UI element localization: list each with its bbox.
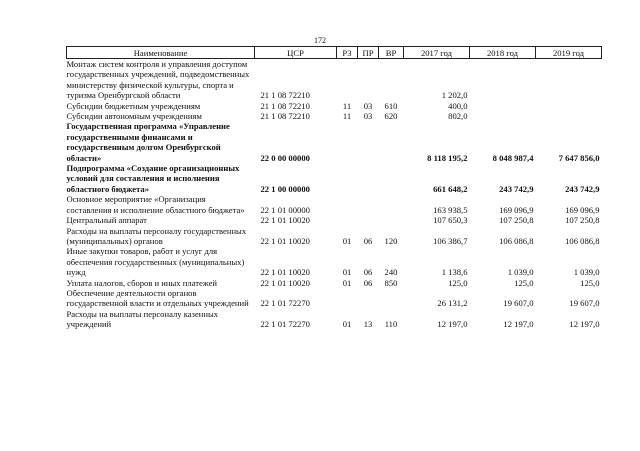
cell-name: Подпрограмма «Создание организационных условий для составления и исполнения областного бюджета» <box>66 163 240 194</box>
cell-csr: 22 1 01 10020 <box>260 267 310 278</box>
cell-2017: 802,0 <box>448 111 468 122</box>
cell-name: Монтаж систем контроля и управления доступом государственных учреждений, подведомственных министерству физической культуры, спорта и туризма Оренбургской области <box>66 59 250 101</box>
cell-pr: 06 <box>363 267 373 278</box>
cell-2018: 1 039,0 <box>507 267 534 278</box>
cell-pr <box>358 163 379 194</box>
cell-name: Центральный аппарат <box>66 215 147 226</box>
cell-rz: 11 <box>342 111 352 122</box>
cell-2018 <box>470 59 536 101</box>
cell-csr: 22 1 01 10020 <box>260 235 310 246</box>
cell-vr <box>379 215 404 225</box>
cell-rz <box>337 59 358 101</box>
cell-csr: 22 1 01 00000 <box>260 204 310 215</box>
cell-rz: 01 <box>342 277 352 288</box>
cell-rz: 01 <box>342 267 352 278</box>
cell-pr <box>358 288 379 309</box>
cell-name: Обеспечение деятельности органов государственной власти и отдельных учреждений <box>66 287 249 309</box>
cell-rz <box>337 163 358 194</box>
header-2018: 2018 год <box>470 47 536 59</box>
cell-name: Основное мероприятие «Организация составления и исполнение областного бюджета» <box>66 194 245 215</box>
cell-pr: 13 <box>363 319 373 330</box>
table-row <box>67 111 602 121</box>
header-2019: 2019 год <box>536 47 602 59</box>
header-2017: 2017 год <box>404 47 470 59</box>
cell-pr <box>358 194 379 215</box>
table-row <box>67 288 602 309</box>
cell-2017: 107 650,3 <box>433 215 468 226</box>
cell-pr: 06 <box>363 277 373 288</box>
cell-vr: 610 <box>384 100 398 111</box>
cell-vr <box>379 288 404 309</box>
table-row <box>67 246 602 277</box>
cell-csr: 22 1 00 00000 <box>260 183 310 194</box>
cell-2019: 19 607,0 <box>569 298 600 309</box>
cell-2018: 169 096,9 <box>499 204 534 215</box>
cell-rz <box>337 288 358 309</box>
cell-vr <box>379 163 404 194</box>
table-row <box>67 194 602 215</box>
cell-2019 <box>536 101 602 111</box>
cell-csr: 22 1 01 10020 <box>260 215 310 226</box>
cell-csr: 21 1 08 72210 <box>260 100 310 111</box>
cell-vr: 110 <box>384 319 398 330</box>
cell-pr <box>358 59 379 101</box>
table-row <box>67 59 602 101</box>
cell-2019 <box>536 59 602 101</box>
cell-rz <box>337 215 358 225</box>
cell-2019: 125,0 <box>580 277 600 288</box>
cell-csr: 22 1 01 10020 <box>260 277 310 288</box>
cell-2019: 1 039,0 <box>573 267 600 278</box>
cell-2018: 243 742,9 <box>499 183 534 194</box>
cell-2017: 106 386,7 <box>433 235 468 246</box>
cell-vr: 850 <box>384 277 398 288</box>
cell-vr <box>379 194 404 215</box>
cell-2017: 163 938,5 <box>433 204 468 215</box>
cell-2017: 400,0 <box>448 100 468 111</box>
cell-csr: 22 1 01 72270 <box>260 319 310 330</box>
cell-2018 <box>470 101 536 111</box>
table-body <box>67 59 602 330</box>
cell-vr <box>379 121 404 163</box>
cell-csr: 21 1 08 72210 <box>260 90 310 101</box>
table-row <box>67 215 602 225</box>
cell-2018 <box>470 111 536 121</box>
cell-2019 <box>536 111 602 121</box>
cell-name: Субсидии автономным учреждениям <box>66 111 202 122</box>
cell-2018: 12 197,0 <box>503 319 534 330</box>
table-header <box>67 47 602 59</box>
table-row <box>67 121 602 163</box>
cell-name: Расходы на выплаты персоналу государственных (муниципальных) органов <box>66 225 247 246</box>
cell-2019: 169 096,9 <box>565 204 600 215</box>
header-name: Наименование <box>67 47 255 59</box>
cell-pr <box>358 215 379 225</box>
cell-pr: 06 <box>363 235 373 246</box>
cell-2019: 106 086,8 <box>565 235 600 246</box>
cell-pr: 03 <box>363 111 373 122</box>
page-number: 172 <box>314 36 326 45</box>
cell-name: Уплата налогов, сборов и иных платежей <box>66 277 218 288</box>
cell-csr: 22 0 00 00000 <box>260 152 310 163</box>
cell-rz: 11 <box>342 100 352 111</box>
table-row <box>67 101 602 111</box>
cell-pr: 03 <box>363 100 373 111</box>
cell-2018: 106 086,8 <box>499 235 534 246</box>
cell-2017: 8 118 195,2 <box>427 152 468 163</box>
cell-rz <box>337 194 358 215</box>
cell-name: Субсидии бюджетным учреждениям <box>66 100 201 111</box>
cell-2018: 19 607,0 <box>503 298 534 309</box>
cell-2018: 8 048 987,4 <box>492 152 534 163</box>
cell-rz <box>337 121 358 163</box>
table-row <box>67 226 602 247</box>
cell-vr <box>379 59 404 101</box>
cell-2018: 125,0 <box>514 277 534 288</box>
table-row <box>67 278 602 288</box>
cell-2019: 7 647 856,0 <box>558 152 600 163</box>
cell-csr: 22 1 01 72270 <box>260 298 310 309</box>
cell-2017: 12 197,0 <box>437 319 468 330</box>
cell-2018: 107 250,8 <box>499 215 534 226</box>
header-csr: ЦСР <box>255 47 337 59</box>
budget-table <box>66 46 602 330</box>
cell-vr: 620 <box>384 111 398 122</box>
header-vr: ВР <box>379 47 404 59</box>
cell-name: Иные закупки товаров, работ и услуг для обеспечения государственных (муниципальных) нужд <box>66 246 245 278</box>
cell-2017: 661 648,2 <box>433 183 468 194</box>
table-row <box>67 309 602 330</box>
cell-vr: 120 <box>384 235 398 246</box>
cell-vr: 240 <box>384 267 398 278</box>
cell-2017: 1 138,6 <box>441 267 468 278</box>
cell-2019: 243 742,9 <box>565 183 600 194</box>
cell-rz: 01 <box>342 319 352 330</box>
header-pr: ПР <box>358 47 379 59</box>
header-rz: РЗ <box>337 47 358 59</box>
table-row <box>67 163 602 194</box>
cell-pr <box>358 121 379 163</box>
cell-2019: 107 250,8 <box>565 215 600 226</box>
cell-csr: 21 1 08 72210 <box>260 111 310 122</box>
cell-rz: 01 <box>342 235 352 246</box>
cell-name: Государственная программа «Управление государственными финансами и государственным долгом Оренбургской области» <box>66 121 230 163</box>
cell-2017: 26 131,2 <box>437 298 468 309</box>
cell-2019: 12 197,0 <box>569 319 600 330</box>
cell-2017: 125,0 <box>448 277 468 288</box>
cell-2017: 1 202,0 <box>441 90 468 101</box>
cell-name: Расходы на выплаты персоналу казенных учреждений <box>66 308 219 330</box>
